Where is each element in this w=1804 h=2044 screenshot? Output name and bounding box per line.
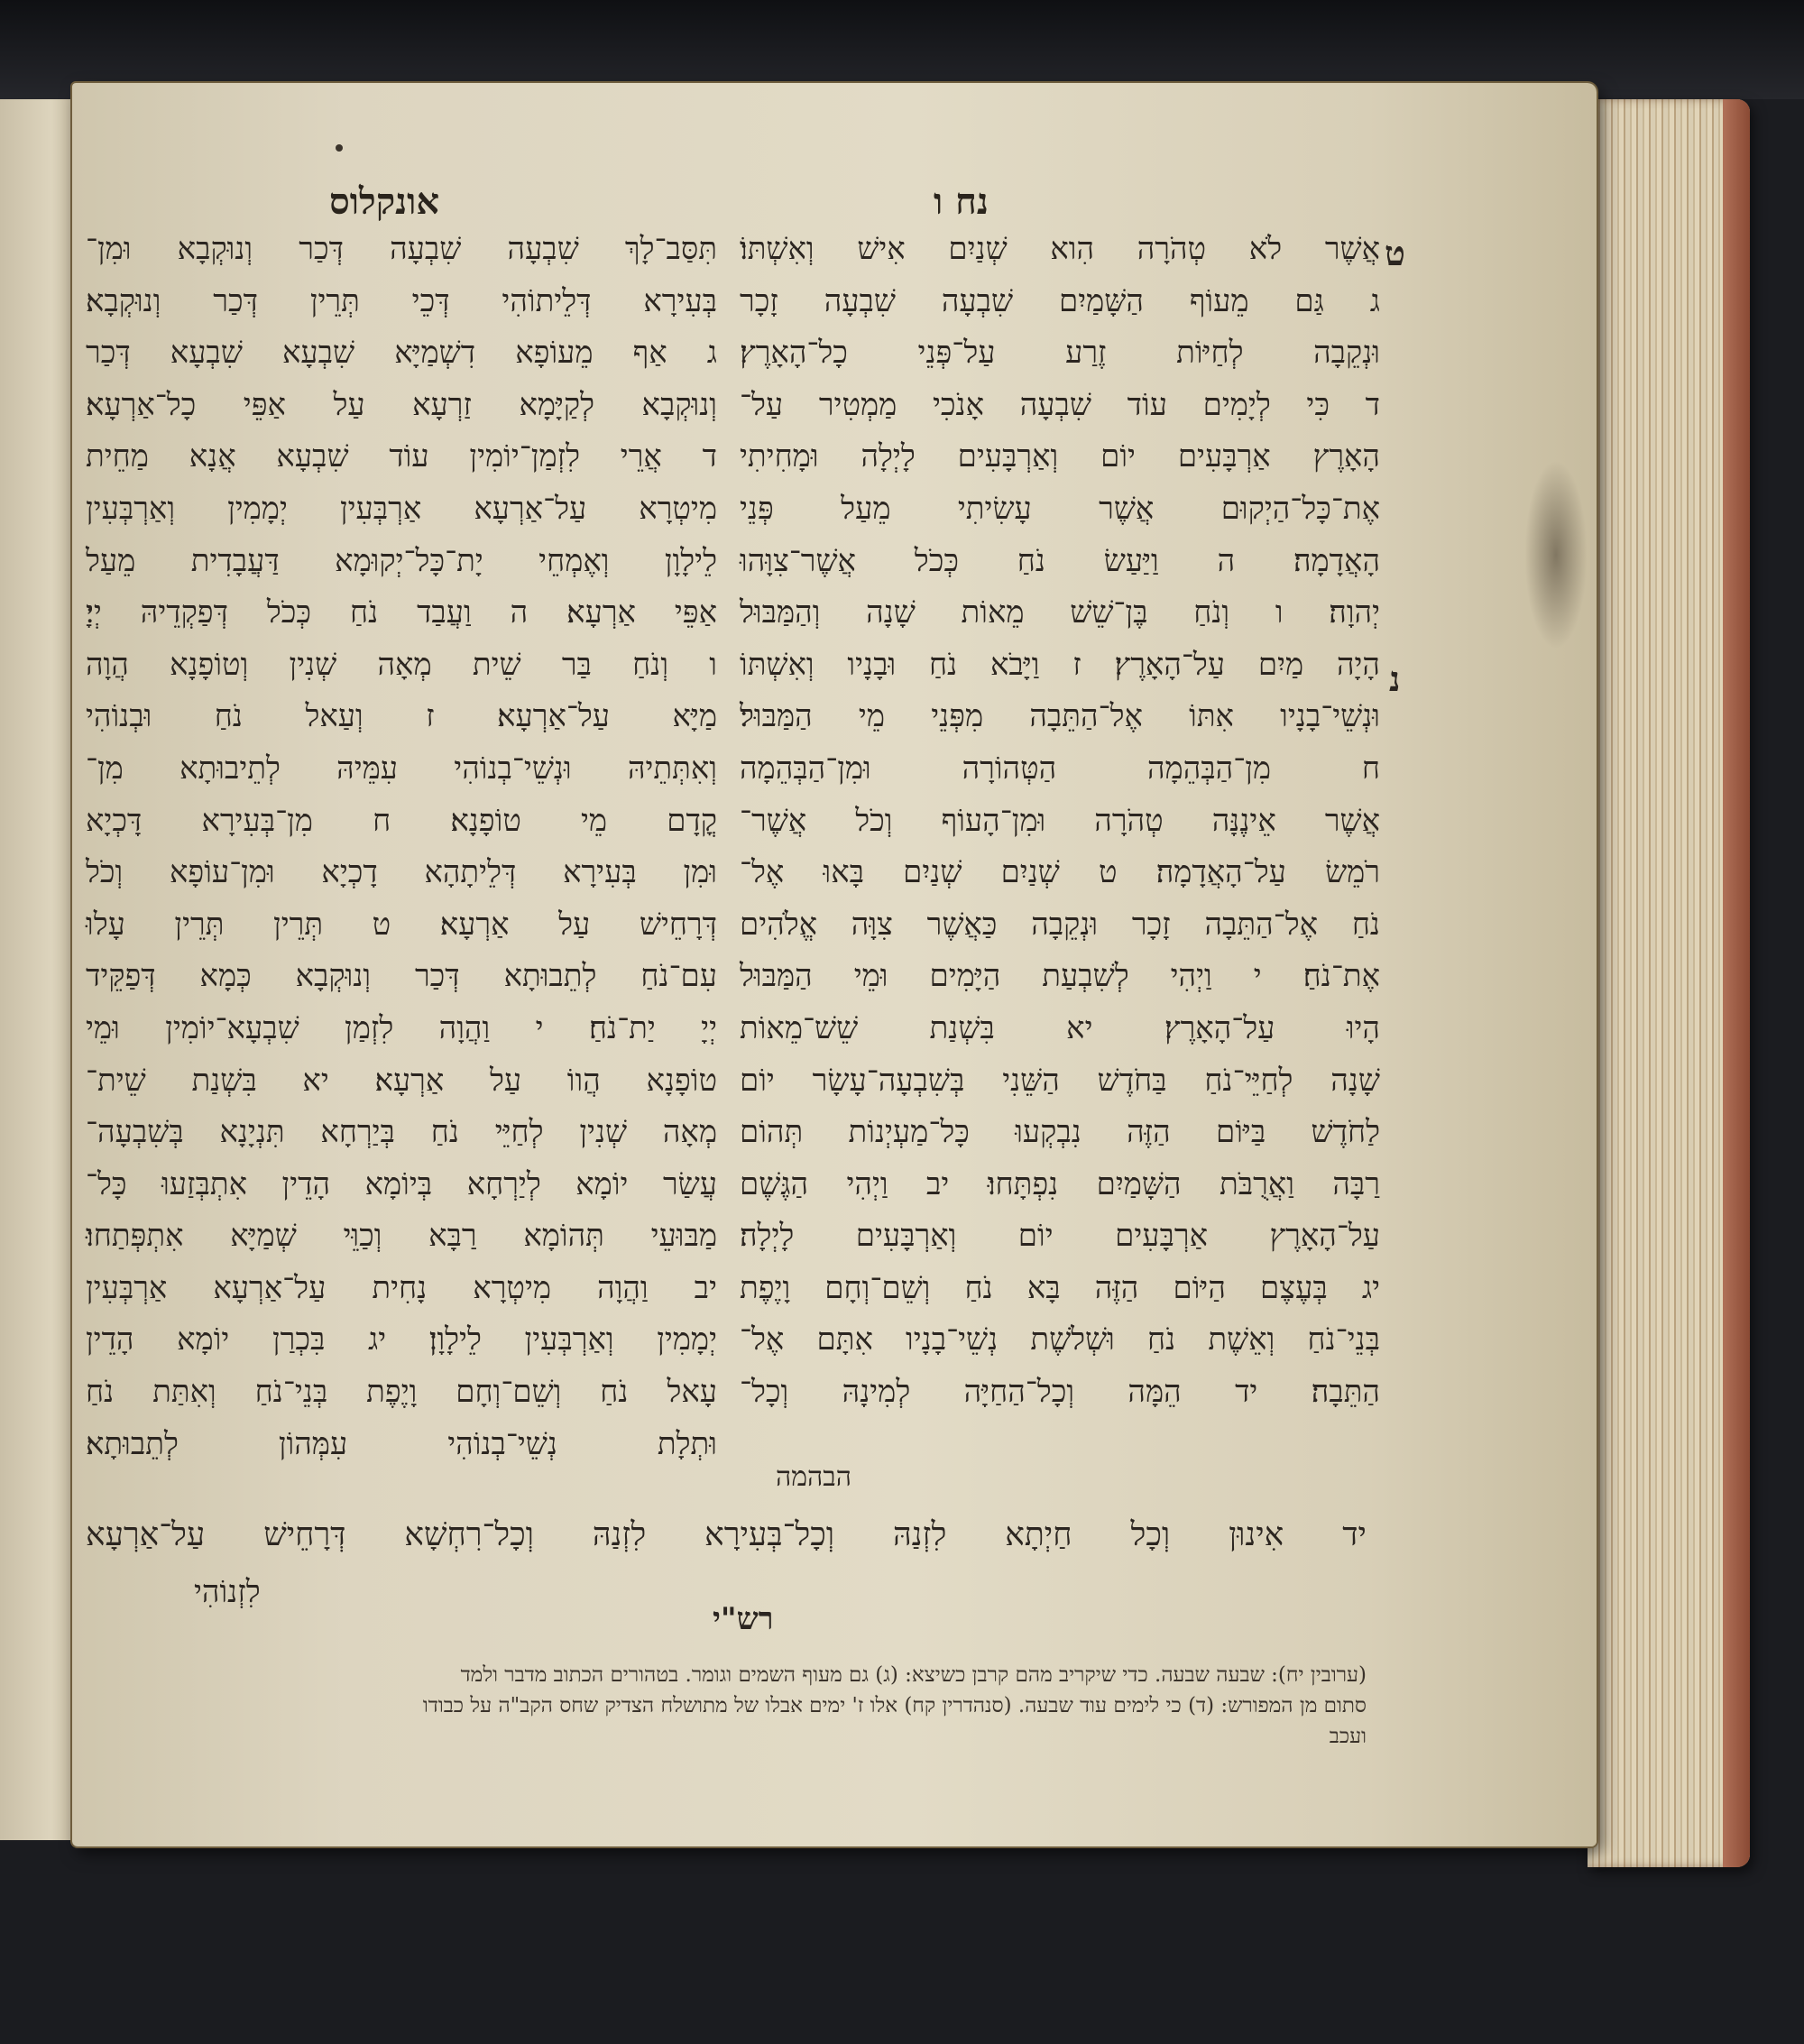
onkelos-wide-line-continuation: לִזְנוֹהִי xyxy=(194,1574,261,1610)
onkelos-text-line: לֵילָוָן וְאֶמְחֵי יָת־כָּל־יְקוּמָא דַּעֲבָדִית מֵעַל xyxy=(86,542,717,579)
hebrew-text-line: אֶת־כָּל־הַיְקוּם אֲשֶׁר עָשִׂיתִי מֵעַל פְּנֵי xyxy=(740,490,1380,527)
onkelos-text-line: יְיָ יַת־נֹחַ׃ י וַהֲוָה לִזְמַן שִׁבְעָא־יוֹמִין וּמֵי xyxy=(86,1009,717,1046)
onkelos-text-line: טוֹפָנָא הֲווֹ עַל אַרְעָא׃ יא בִּשְׁנַת שֵׁית־ xyxy=(86,1062,717,1099)
hebrew-text-line: נֹחַ אֶל־הַתֵּבָה זָכָר וּנְקֵבָה כַּאֲשֶׁר צִוָּה אֱלֹהִים xyxy=(740,906,1380,943)
hebrew-text-line: הָיָה מַיִם עַל־הָאָרֶץ׃ ז וַיָּבֹא נֹחַ וּבָנָיו וְאִשְׁתּוֹ xyxy=(740,646,1380,683)
hebrew-text-line: רַבָּה וַאֲרֻבֹּת הַשָּׁמַיִם נִפְתָּחוּ׃ יב וַיְהִי הַגֶּשֶׁם xyxy=(740,1165,1380,1202)
onkelos-text-line: מִיטְרָא עַל־אַרְעָא אַרְבְּעִין יְמָמִין וְאַרְבְּעִין xyxy=(86,490,717,527)
running-head-right: נח ו xyxy=(934,180,989,223)
onkelos-wide-line: יד אִינוּן וְכָל חַיְתָא לִזְנַהּ וְכָל־בְּעִירָא לִזְנַהּ וְכָל־רִחְשָׁא דְּרָחֵישׁ עַל־אַרְעָא xyxy=(86,1516,1367,1553)
onkelos-text-line: ג אַף מֵעוֹפָא דִשְׁמַיָּא שִׁבְעָא שִׁבְעָא דְּכַר xyxy=(86,335,717,372)
catchword: הבהמה xyxy=(776,1461,852,1493)
onkelos-text-line: וּתְלָת נְשֵׁי־בְנוֹהִי עִמְּהוֹן לְתֵבוּתָא׃ xyxy=(86,1425,717,1462)
onkelos-text-line: עָאל נֹחַ וְשֵׁם־וְחָם וָיֶפֶת בְּנֵי־נֹחַ וְאִתַּת נֹחַ xyxy=(86,1374,717,1411)
onkelos-text-line: אַפֵּי אַרְעָא׃ ה וַעֲבַד נֹחַ כְּכֹל דְּפַקְדֵיהּ יְיָ׃ xyxy=(86,594,717,631)
onkelos-text-line: יְמָמִין וְאַרְבְּעִין לֵילָוָן׃ יג בִּכְרַן יוֹמָא הָדֵין xyxy=(86,1321,717,1358)
onkelos-text-line: ו וְנֹחַ בַּר שֵׁית מְאָה שְׁנִין וְטוֹפָנָא הֲוָה xyxy=(86,646,717,683)
hebrew-text-line: אֲשֶׁר אֵינֶנָּה טְהֹרָה וּמִן־הָעוֹף וְכֹל אֲשֶׁר־ xyxy=(740,802,1380,839)
onkelos-text-line: ד אֲרֵי לִזְמַן־יוֹמִין עוֹד שִׁבְעָא אֲנָא מַחֵית xyxy=(86,438,717,475)
onkelos-text-line: יב וַהֲוָה מִיטְרָא נָחִית עַל־אַרְעָא אַרְבְּעִין xyxy=(86,1269,717,1306)
hebrew-text-line: יג בְּעֶצֶם הַיּוֹם הַזֶּה בָּא נֹחַ וְשֵׁם־וְחָם וָיֶפֶת xyxy=(740,1269,1380,1306)
hebrew-text-line: הָיוּ עַל־הָאָרֶץ׃ יא בִּשְׁנַת שֵׁשׁ־מֵאוֹת xyxy=(740,1009,1380,1046)
margin-verse-mark: ט xyxy=(1385,233,1405,273)
hebrew-text-line: אֶת־נֹחַ׃ י וַיְהִי לְשִׁבְעַת הַיָּמִים וּמֵי הַמַּבּוּל xyxy=(740,958,1380,995)
hebrew-text-line: בְּנֵי־נֹחַ וְאֵשֶׁת נֹחַ וּשְׁלֹשֶׁת נְשֵׁי־בָנָיו אִתָּם אֶל־ xyxy=(740,1321,1380,1358)
hebrew-text-line: שָׁנָה לְחַיֵּי־נֹחַ בַּחֹדֶשׁ הַשֵּׁנִי בְּשִׁבְעָה־עָשָׂר יוֹם xyxy=(740,1062,1380,1099)
rashi-text-line: סתום מן המפורש: (ד) כי לימים עוד שבעה. (סנהדרין קח) אלו ז' ימים אבלו של מתושלח הצדיק שחס הקב"ה על כבודו xyxy=(422,1694,1367,1717)
rashi-text-line: ועכב xyxy=(1329,1725,1367,1748)
onkelos-text-line: דְּרָחֵישׁ עַל אַרְעָא׃ ט תְּרֵין תְּרֵין עָלוּ xyxy=(86,906,717,943)
hebrew-text-line: הָאֲדָמָה׃ ה וַיַּעַשׂ נֹחַ כְּכֹל אֲשֶׁר־צִוָּהוּ xyxy=(740,542,1380,579)
hebrew-text-line: וּנְקֵבָה לְחַיּוֹת זֶרַע עַל־פְּנֵי כָל־הָאָרֶץ׃ xyxy=(740,335,1380,372)
hebrew-text-line: ד כִּי לְיָמִים עוֹד שִׁבְעָה אָנֹכִי מַמְטִיר עַל־ xyxy=(740,386,1380,423)
hebrew-text-line: הָאָרֶץ אַרְבָּעִים יוֹם וְאַרְבָּעִים לָיְלָה וּמָחִיתִי xyxy=(740,438,1380,475)
hebrew-text-line: ח מִן־הַבְּהֵמָה הַטְּהוֹרָה וּמִן־הַבְּהֵמָה xyxy=(740,750,1380,787)
hebrew-text-line: רֹמֵשׂ עַל־הָאֲדָמָה׃ ט שְׁנַיִם שְׁנַיִם בָּאוּ אֶל־ xyxy=(740,854,1380,891)
hebrew-text-line: יְהוָה׃ ו וְנֹחַ בֶּן־שֵׁשׁ מֵאוֹת שָׁנָה וְהַמַּבּוּל xyxy=(740,594,1380,631)
margin-side-mark: נ xyxy=(1389,658,1401,699)
onkelos-text-line: עֲשַׂר יוֹמָא לְיַרְחָא בְּיוֹמָא הָדֵין אִתְבְּזַעוּ כָּל־ xyxy=(86,1165,717,1202)
hebrew-text-line: וּנְשֵׁי־בָנָיו אִתּוֹ אֶל־הַתֵּבָה מִפְּנֵי מֵי הַמַּבּוּל׃ xyxy=(740,698,1380,735)
hebrew-text-column xyxy=(740,224,1380,1419)
hebrew-text-line: הַתֵּבָה׃ יד הֵמָּה וְכָל־הַחַיָּה לְמִינָהּ וְכָל־ xyxy=(740,1374,1380,1411)
hebrew-text-line: ג גַּם מֵעוֹף הַשָּׁמַיִם שִׁבְעָה שִׁבְעָה זָכָר xyxy=(740,282,1380,319)
onkelos-text-column xyxy=(86,224,717,1470)
rashi-commentary xyxy=(86,1660,1367,1752)
onkelos-text-line: מְאָה שְׁנִין לְחַיֵּי נֹחַ בְּיַרְחָא תִּנְיָנָא בְּשִׁבְעָה־ xyxy=(86,1114,717,1151)
running-head-left: אונקלוס xyxy=(329,180,440,223)
onkelos-text-line: וְנוּקְבָא לְקַיָּמָא זַרְעָא עַל אַפֵּי כָל־אַרְעָא׃ xyxy=(86,386,717,423)
onkelos-text-line: בְּעִירָא דְּלֵיתוֹהִי דְּכֵי תְּרֵין דְּכַר וְנוּקְבָא׃ xyxy=(86,282,717,319)
onkelos-text-line: קֳדָם מֵי טוֹפָנָא׃ ח מִן־בְּעִירָא דָּכְיָא xyxy=(86,802,717,839)
onkelos-text-line: מַיָּא עַל־אַרְעָא׃ ז וְעַאל נֹחַ וּבְנוֹהִי xyxy=(86,698,717,735)
onkelos-text-line: מַבּוּעֵי תְּהוֹמָא רַבָּא וְכַוֵּי שְׁמַיָּא אִתְפְּתַחוּ׃ xyxy=(86,1218,717,1255)
onkelos-text-line: וְאִתְּתֵיהּ וּנְשֵׁי־בְנוֹהִי עִמֵּיהּ לְתֵיבוּתָא מִן־ xyxy=(86,750,717,787)
rashi-heading: רש"י xyxy=(713,1601,774,1637)
rashi-text-line: (ערובין יח): שבעה שבעה. כדי שיקריב מהם קרבן כשיצא: (ג) גם מעוף השמים וגומר. בטהורים הכתוב מדבר ולמד xyxy=(460,1663,1367,1687)
page-stain xyxy=(1524,460,1588,649)
hebrew-text-line: לַחֹדֶשׁ בַּיּוֹם הַזֶּה נִבְקְעוּ כָּל־מַעְיְנוֹת תְּהוֹם xyxy=(740,1114,1380,1151)
page-fore-edge xyxy=(1588,99,1750,1867)
hebrew-text-line: אֲשֶׁר לֹא טְהֹרָה הִוא שְׁנַיִם אִישׁ וְאִשְׁתּוֹ׃ xyxy=(740,231,1380,267)
ink-speck xyxy=(336,144,343,152)
onkelos-text-line: עִם־נֹחַ לְתֵבוּתָא דְּכַר וְנוּקְבָא כְּמָא דְּפַקֵּיד xyxy=(86,958,717,995)
hebrew-text-line: עַל־הָאָרֶץ אַרְבָּעִים יוֹם וְאַרְבָּעִים לָיְלָה׃ xyxy=(740,1218,1380,1255)
onkelos-text-line: תִּסַּב־לָךְ שִׁבְעָה שִׁבְעָה דְּכַר וְנוּקְבָא וּמִן־ xyxy=(86,231,717,267)
onkelos-text-line: וּמִן בְּעִירָא דְּלֵיתָהָא דָכְיָא וּמִן־עוֹפָא וְכֹל xyxy=(86,854,717,891)
